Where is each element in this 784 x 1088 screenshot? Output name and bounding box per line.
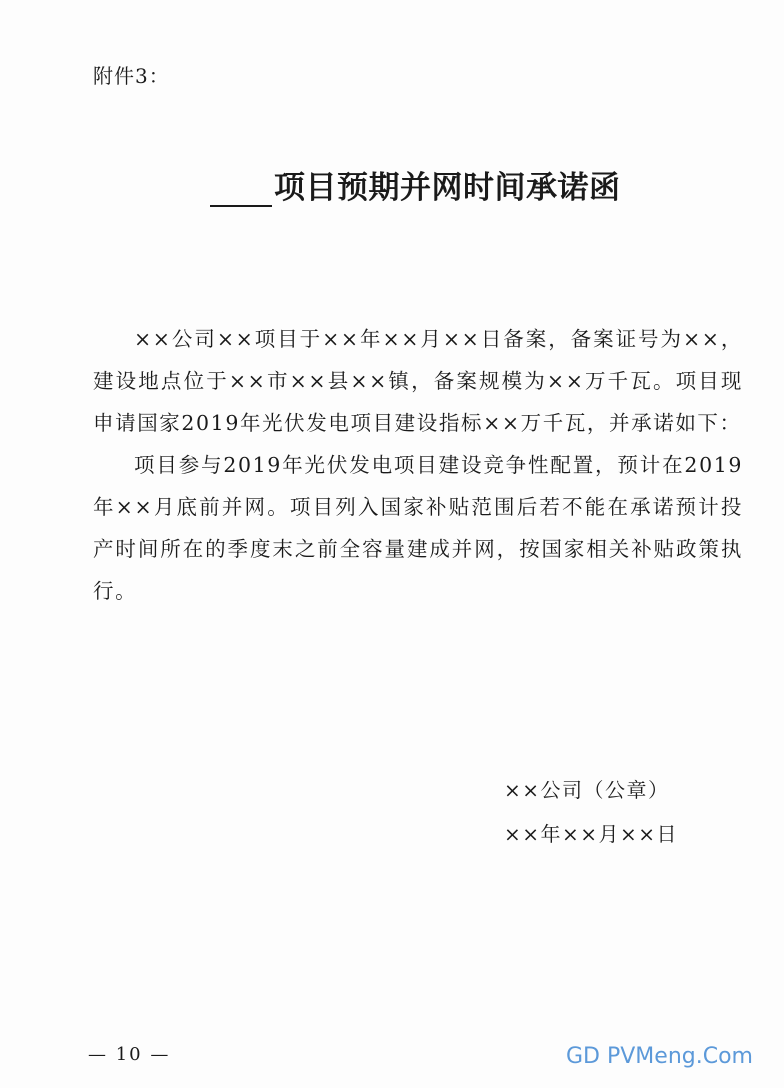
page-number: — 10 — xyxy=(88,1044,171,1065)
watermark-text: GD PVMeng.Com xyxy=(566,1044,753,1069)
attachment-label: 附件3： xyxy=(93,64,170,88)
title-blank-line xyxy=(210,177,272,207)
title-text: 项目预期并网时间承诺函 xyxy=(274,170,621,206)
body-paragraph-2: 项目参与2019年光伏发电项目建设竞争性配置，预计在2019年××月底前并网。项目列入国家补贴范围后若不能在承诺预计投产时间所在的季度末之前全容量建成并网，按国家相关补贴政策执行。 xyxy=(93,453,743,603)
letter-body xyxy=(93,318,743,612)
signature-block xyxy=(504,768,678,856)
signature-company: ××公司（公章） xyxy=(504,778,670,802)
signature-date: ××年××月××日 xyxy=(504,822,679,846)
body-paragraph-1: ××公司××项目于××年××月××日备案，备案证号为××，建设地点位于××市××县××镇，备案规模为××万千瓦。项目现申请国家2019年光伏发电项目建设指标××万千瓦，并承诺如下： xyxy=(93,327,743,435)
document-title xyxy=(210,162,621,207)
